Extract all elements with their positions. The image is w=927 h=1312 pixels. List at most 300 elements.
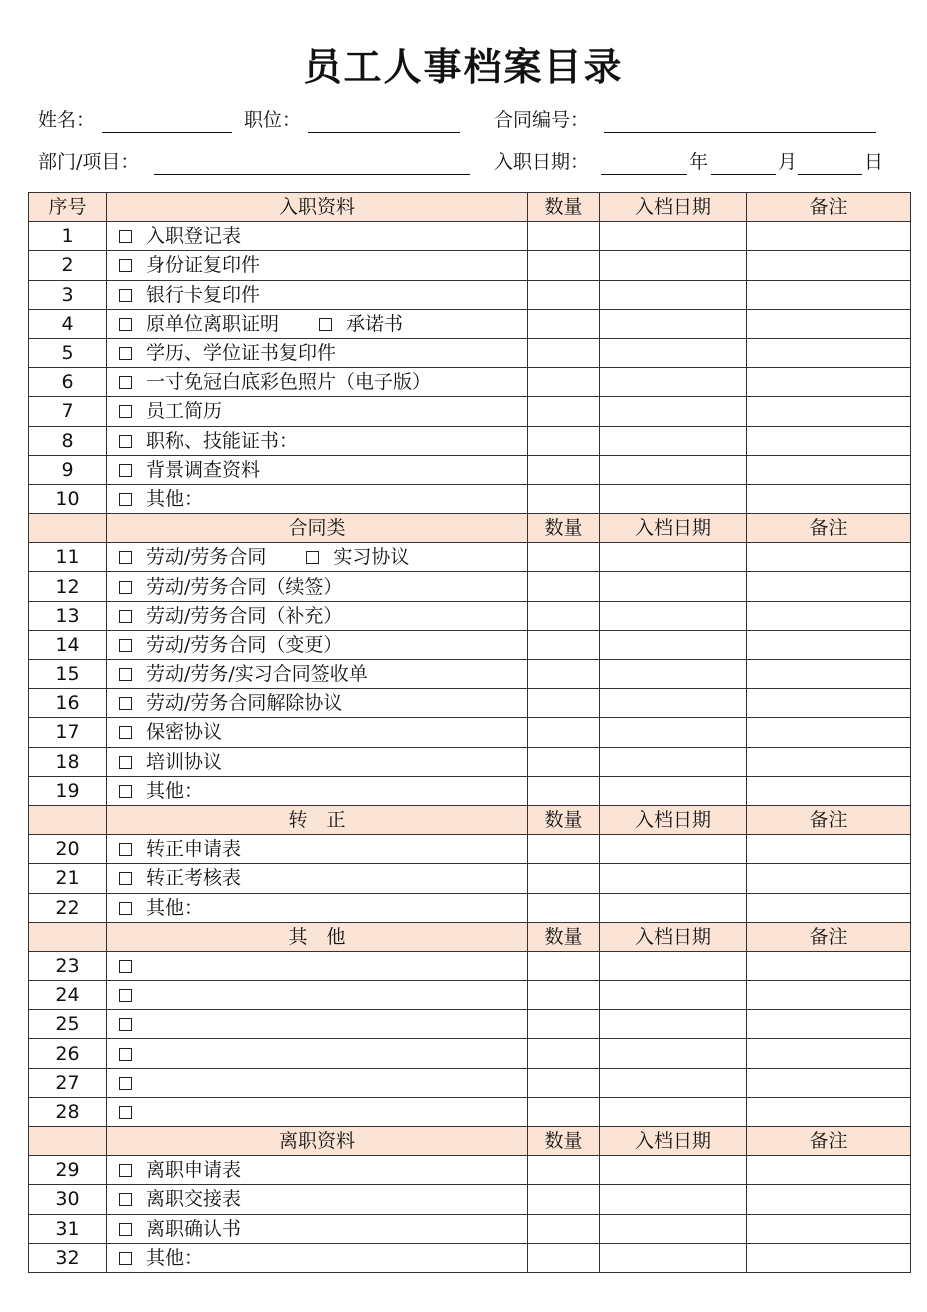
item-cell — [107, 776, 528, 805]
table-row — [29, 280, 911, 309]
item-cell — [107, 835, 528, 864]
item-label-secondary: 承诺书 — [346, 312, 404, 335]
file-date-cell[interactable] — [600, 981, 747, 1010]
qty-cell[interactable] — [528, 864, 600, 893]
item-cell — [107, 1068, 528, 1097]
row-number: 27 — [29, 1068, 107, 1097]
file-date-header: 入档日期 — [600, 1127, 747, 1156]
file-date-header: 入档日期 — [600, 922, 747, 951]
table-row — [29, 951, 911, 980]
department-label: 部门/项目： — [38, 151, 140, 173]
qty-cell[interactable] — [528, 776, 600, 805]
item-label: 背景调查资料 — [146, 458, 261, 481]
name-field[interactable] — [102, 132, 232, 133]
file-date-cell[interactable] — [600, 951, 747, 980]
checkbox[interactable] — [119, 1048, 132, 1061]
item-label: 劳动/劳务合同（续签） — [146, 575, 343, 598]
item-label: 劳动/劳务合同 — [146, 546, 267, 569]
row-number: 30 — [29, 1185, 107, 1214]
item-label: 职称、技能证书： — [146, 429, 299, 452]
checkbox[interactable] — [119, 289, 132, 302]
section-title: 其 他 — [107, 922, 528, 951]
qty-header: 数量 — [528, 193, 600, 222]
item-cell — [107, 981, 528, 1010]
file-date-cell[interactable] — [600, 689, 747, 718]
row-number: 10 — [29, 484, 107, 513]
file-date-cell[interactable] — [600, 1156, 747, 1185]
file-date-cell[interactable] — [600, 601, 747, 630]
department-field[interactable] — [154, 174, 470, 175]
file-date-cell[interactable] — [600, 1010, 747, 1039]
table-row — [29, 1185, 911, 1214]
item-label: 员工简历 — [146, 400, 223, 423]
item-cell — [107, 455, 528, 484]
remark-cell[interactable] — [747, 368, 911, 397]
qty-cell[interactable] — [528, 747, 600, 776]
item-cell — [107, 1156, 528, 1185]
qty-cell[interactable] — [528, 1068, 600, 1097]
table-row — [29, 864, 911, 893]
item-label: 银行卡复印件 — [146, 283, 261, 306]
item-cell — [107, 338, 528, 367]
checkbox[interactable] — [119, 843, 132, 856]
hire-day-field[interactable] — [798, 174, 862, 175]
item-label: 离职申请表 — [146, 1159, 242, 1182]
seq-header — [29, 1127, 107, 1156]
checkbox[interactable] — [119, 318, 132, 331]
table-row — [29, 835, 911, 864]
checkbox[interactable] — [119, 376, 132, 389]
row-number: 6 — [29, 368, 107, 397]
item-cell — [107, 484, 528, 513]
section-header-row — [29, 805, 911, 834]
item-label-secondary: 实习协议 — [333, 546, 410, 569]
file-date-cell[interactable] — [600, 426, 747, 455]
remark-cell[interactable] — [747, 601, 911, 630]
file-date-cell[interactable] — [600, 280, 747, 309]
table-row — [29, 660, 911, 689]
row-number: 11 — [29, 543, 107, 572]
qty-cell[interactable] — [528, 689, 600, 718]
qty-header: 数量 — [528, 922, 600, 951]
file-date-header: 入档日期 — [600, 514, 747, 543]
file-date-cell[interactable] — [600, 660, 747, 689]
row-number: 2 — [29, 251, 107, 280]
checkbox[interactable] — [119, 610, 132, 623]
remark-cell[interactable] — [747, 1214, 911, 1243]
checkbox[interactable] — [119, 726, 132, 739]
remark-cell[interactable] — [747, 893, 911, 922]
row-number: 32 — [29, 1243, 107, 1272]
qty-cell[interactable] — [528, 718, 600, 747]
item-label: 劳动/劳务合同（变更） — [146, 633, 343, 656]
remark-cell[interactable] — [747, 1156, 911, 1185]
remark-cell[interactable] — [747, 660, 911, 689]
qty-cell[interactable] — [528, 1214, 600, 1243]
item-cell — [107, 689, 528, 718]
row-number: 31 — [29, 1214, 107, 1243]
remark-header: 备注 — [747, 514, 911, 543]
remark-header: 备注 — [747, 193, 911, 222]
qty-cell[interactable] — [528, 660, 600, 689]
row-number: 19 — [29, 776, 107, 805]
qty-cell[interactable] — [528, 455, 600, 484]
item-label: 入职登记表 — [146, 225, 242, 248]
item-label: 其他： — [146, 779, 204, 802]
table-row — [29, 601, 911, 630]
qty-cell[interactable] — [528, 1185, 600, 1214]
table-row — [29, 1068, 911, 1097]
remark-header: 备注 — [747, 1127, 911, 1156]
file-date-cell[interactable] — [600, 222, 747, 251]
position-label: 职位： — [244, 109, 302, 131]
qty-cell[interactable] — [528, 1156, 600, 1185]
qty-cell[interactable] — [528, 426, 600, 455]
row-number: 13 — [29, 601, 107, 630]
qty-cell[interactable] — [528, 251, 600, 280]
item-cell — [107, 660, 528, 689]
header-fields-row-2 — [38, 148, 898, 176]
item-cell — [107, 222, 528, 251]
qty-cell[interactable] — [528, 338, 600, 367]
remark-cell[interactable] — [747, 484, 911, 513]
checkbox[interactable] — [119, 1223, 132, 1236]
file-date-cell[interactable] — [600, 1243, 747, 1272]
item-label: 劳动/劳务/实习合同签收单 — [146, 663, 368, 686]
checkbox[interactable] — [119, 551, 132, 564]
row-number: 16 — [29, 689, 107, 718]
item-cell — [107, 718, 528, 747]
row-number: 18 — [29, 747, 107, 776]
table-row — [29, 572, 911, 601]
qty-cell[interactable] — [528, 397, 600, 426]
qty-cell[interactable] — [528, 1010, 600, 1039]
remark-cell[interactable] — [747, 689, 911, 718]
checkbox[interactable] — [119, 1018, 132, 1031]
file-date-cell[interactable] — [600, 368, 747, 397]
section-header-row — [29, 193, 911, 222]
qty-cell[interactable] — [528, 309, 600, 338]
item-label: 离职交接表 — [146, 1188, 242, 1211]
remark-cell[interactable] — [747, 747, 911, 776]
remark-cell[interactable] — [747, 776, 911, 805]
file-date-cell[interactable] — [600, 1185, 747, 1214]
checkbox[interactable] — [319, 318, 332, 331]
file-date-cell[interactable] — [600, 338, 747, 367]
remark-cell[interactable] — [747, 1097, 911, 1126]
remark-cell[interactable] — [747, 1068, 911, 1097]
remark-cell[interactable] — [747, 1039, 911, 1068]
row-number: 25 — [29, 1010, 107, 1039]
qty-cell[interactable] — [528, 981, 600, 1010]
table-row — [29, 1010, 911, 1039]
item-cell — [107, 543, 528, 572]
checkbox[interactable] — [119, 347, 132, 360]
file-date-cell[interactable] — [600, 835, 747, 864]
table-row — [29, 1243, 911, 1272]
contract-no-field[interactable] — [604, 132, 876, 133]
row-number: 29 — [29, 1156, 107, 1185]
name-label: 姓名： — [38, 109, 96, 131]
qty-cell[interactable] — [528, 835, 600, 864]
table-row — [29, 776, 911, 805]
qty-cell[interactable] — [528, 1243, 600, 1272]
checkbox[interactable] — [119, 785, 132, 798]
section-title: 入职资料 — [107, 193, 528, 222]
remark-cell[interactable] — [747, 455, 911, 484]
row-number: 22 — [29, 893, 107, 922]
table-row — [29, 484, 911, 513]
header-fields-row-1 — [38, 106, 898, 134]
qty-cell[interactable] — [528, 951, 600, 980]
item-cell — [107, 1097, 528, 1126]
table-row — [29, 368, 911, 397]
file-date-cell[interactable] — [600, 1068, 747, 1097]
item-label: 转正考核表 — [146, 867, 242, 890]
qty-cell[interactable] — [528, 1097, 600, 1126]
item-label: 原单位离职证明 — [146, 312, 280, 335]
row-number: 17 — [29, 718, 107, 747]
checkbox[interactable] — [119, 464, 132, 477]
file-date-header: 入档日期 — [600, 193, 747, 222]
table-row — [29, 747, 911, 776]
seq-header — [29, 514, 107, 543]
item-label: 其他： — [146, 1246, 204, 1269]
item-cell — [107, 251, 528, 280]
checkbox[interactable] — [119, 435, 132, 448]
checkbox[interactable] — [119, 639, 132, 652]
row-number: 4 — [29, 309, 107, 338]
table-row — [29, 1156, 911, 1185]
qty-cell[interactable] — [528, 543, 600, 572]
item-cell — [107, 280, 528, 309]
item-cell — [107, 747, 528, 776]
hire-month-field[interactable] — [711, 174, 776, 175]
month-label: 月 — [778, 151, 798, 173]
qty-header: 数量 — [528, 1127, 600, 1156]
item-cell — [107, 630, 528, 659]
table-row — [29, 426, 911, 455]
remark-cell[interactable] — [747, 572, 911, 601]
table-row — [29, 718, 911, 747]
item-label: 一寸免冠白底彩色照片（电子版） — [146, 371, 432, 394]
file-date-cell[interactable] — [600, 484, 747, 513]
row-number: 9 — [29, 455, 107, 484]
item-cell — [107, 601, 528, 630]
item-label: 培训协议 — [146, 750, 223, 773]
file-date-header: 入档日期 — [600, 805, 747, 834]
remark-cell[interactable] — [747, 1010, 911, 1039]
remark-cell[interactable] — [747, 864, 911, 893]
file-date-cell[interactable] — [600, 1214, 747, 1243]
item-cell — [107, 426, 528, 455]
checkbox[interactable] — [119, 259, 132, 272]
row-number: 1 — [29, 222, 107, 251]
table-row — [29, 1039, 911, 1068]
row-number: 8 — [29, 426, 107, 455]
checkbox[interactable] — [306, 551, 319, 564]
checkbox[interactable] — [119, 405, 132, 418]
row-number: 28 — [29, 1097, 107, 1126]
checkbox[interactable] — [119, 493, 132, 506]
checkbox[interactable] — [119, 1077, 132, 1090]
item-label: 离职确认书 — [146, 1217, 242, 1240]
qty-header: 数量 — [528, 805, 600, 834]
section-title: 合同类 — [107, 514, 528, 543]
qty-cell[interactable] — [528, 484, 600, 513]
section-header-row — [29, 922, 911, 951]
item-cell — [107, 1010, 528, 1039]
remark-cell[interactable] — [747, 426, 911, 455]
table-row — [29, 309, 911, 338]
row-number: 7 — [29, 397, 107, 426]
item-label: 劳动/劳务合同解除协议 — [146, 692, 343, 715]
qty-header: 数量 — [528, 514, 600, 543]
remark-header: 备注 — [747, 922, 911, 951]
file-date-cell[interactable] — [600, 251, 747, 280]
checkbox[interactable] — [119, 668, 132, 681]
table-row — [29, 543, 911, 572]
remark-cell[interactable] — [747, 630, 911, 659]
table-row — [29, 222, 911, 251]
remark-cell[interactable] — [747, 280, 911, 309]
section-title: 离职资料 — [107, 1127, 528, 1156]
file-date-cell[interactable] — [600, 893, 747, 922]
hire-year-field[interactable] — [601, 174, 687, 175]
page-title: 员工人事档案目录 — [303, 45, 624, 89]
year-label: 年 — [689, 151, 709, 173]
row-number: 3 — [29, 280, 107, 309]
table-row — [29, 689, 911, 718]
remark-cell[interactable] — [747, 835, 911, 864]
table-row — [29, 251, 911, 280]
contract-no-label: 合同编号： — [494, 109, 590, 131]
checkbox[interactable] — [119, 1193, 132, 1206]
remark-cell[interactable] — [747, 1243, 911, 1272]
table-row — [29, 630, 911, 659]
row-number: 21 — [29, 864, 107, 893]
qty-cell[interactable] — [528, 630, 600, 659]
checkbox[interactable] — [119, 230, 132, 243]
section-title: 转 正 — [107, 805, 528, 834]
remark-cell[interactable] — [747, 718, 911, 747]
remark-cell[interactable] — [747, 251, 911, 280]
item-cell — [107, 951, 528, 980]
table-row — [29, 1097, 911, 1126]
remark-cell[interactable] — [747, 309, 911, 338]
section-header-row — [29, 514, 911, 543]
position-field[interactable] — [308, 132, 460, 133]
file-date-cell[interactable] — [600, 718, 747, 747]
item-label: 其他： — [146, 896, 204, 919]
row-number: 5 — [29, 338, 107, 367]
remark-cell[interactable] — [747, 1185, 911, 1214]
checkbox[interactable] — [119, 697, 132, 710]
item-label: 劳动/劳务合同（补充） — [146, 604, 343, 627]
file-date-cell[interactable] — [600, 776, 747, 805]
seq-header — [29, 805, 107, 834]
item-label: 转正申请表 — [146, 838, 242, 861]
item-cell — [107, 572, 528, 601]
checkbox[interactable] — [119, 1164, 132, 1177]
seq-header: 序号 — [29, 193, 107, 222]
remark-header: 备注 — [747, 805, 911, 834]
file-date-cell[interactable] — [600, 1039, 747, 1068]
remark-cell[interactable] — [747, 951, 911, 980]
item-cell — [107, 893, 528, 922]
row-number: 12 — [29, 572, 107, 601]
remark-cell[interactable] — [747, 222, 911, 251]
item-cell — [107, 309, 528, 338]
checkbox[interactable] — [119, 902, 132, 915]
item-cell — [107, 864, 528, 893]
section-header-row — [29, 1127, 911, 1156]
remark-cell[interactable] — [747, 543, 911, 572]
item-label: 身份证复印件 — [146, 254, 261, 277]
remark-cell[interactable] — [747, 338, 911, 367]
file-date-cell[interactable] — [600, 747, 747, 776]
file-date-cell[interactable] — [600, 397, 747, 426]
qty-cell[interactable] — [528, 601, 600, 630]
file-date-cell[interactable] — [600, 543, 747, 572]
qty-cell[interactable] — [528, 893, 600, 922]
table-row — [29, 981, 911, 1010]
item-cell — [107, 368, 528, 397]
table-row — [29, 397, 911, 426]
row-number: 24 — [29, 981, 107, 1010]
remark-cell[interactable] — [747, 397, 911, 426]
table-row — [29, 338, 911, 367]
row-number: 20 — [29, 835, 107, 864]
item-cell — [107, 1214, 528, 1243]
qty-cell[interactable] — [528, 1039, 600, 1068]
item-label: 保密协议 — [146, 721, 223, 744]
file-date-cell[interactable] — [600, 864, 747, 893]
qty-cell[interactable] — [528, 222, 600, 251]
checkbox[interactable] — [119, 872, 132, 885]
item-cell — [107, 1243, 528, 1272]
checkbox[interactable] — [119, 1106, 132, 1119]
seq-header — [29, 922, 107, 951]
checkbox[interactable] — [119, 960, 132, 973]
file-date-cell[interactable] — [600, 1097, 747, 1126]
remark-cell[interactable] — [747, 981, 911, 1010]
qty-cell[interactable] — [528, 572, 600, 601]
checkbox[interactable] — [119, 756, 132, 769]
qty-cell[interactable] — [528, 368, 600, 397]
item-cell — [107, 1185, 528, 1214]
item-label: 其他： — [146, 487, 204, 510]
hire-date-label: 入职日期： — [494, 151, 590, 173]
checkbox[interactable] — [119, 581, 132, 594]
table-row — [29, 1214, 911, 1243]
file-date-cell[interactable] — [600, 309, 747, 338]
row-number: 14 — [29, 630, 107, 659]
item-cell — [107, 397, 528, 426]
file-date-cell[interactable] — [600, 572, 747, 601]
row-number: 15 — [29, 660, 107, 689]
checkbox[interactable] — [119, 989, 132, 1002]
item-label: 学历、学位证书复印件 — [146, 342, 337, 365]
row-number: 26 — [29, 1039, 107, 1068]
item-cell — [107, 1039, 528, 1068]
checkbox[interactable] — [119, 1252, 132, 1265]
qty-cell[interactable] — [528, 280, 600, 309]
file-date-cell[interactable] — [600, 455, 747, 484]
archive-catalog-table — [28, 192, 911, 1273]
file-date-cell[interactable] — [600, 630, 747, 659]
table-row — [29, 455, 911, 484]
